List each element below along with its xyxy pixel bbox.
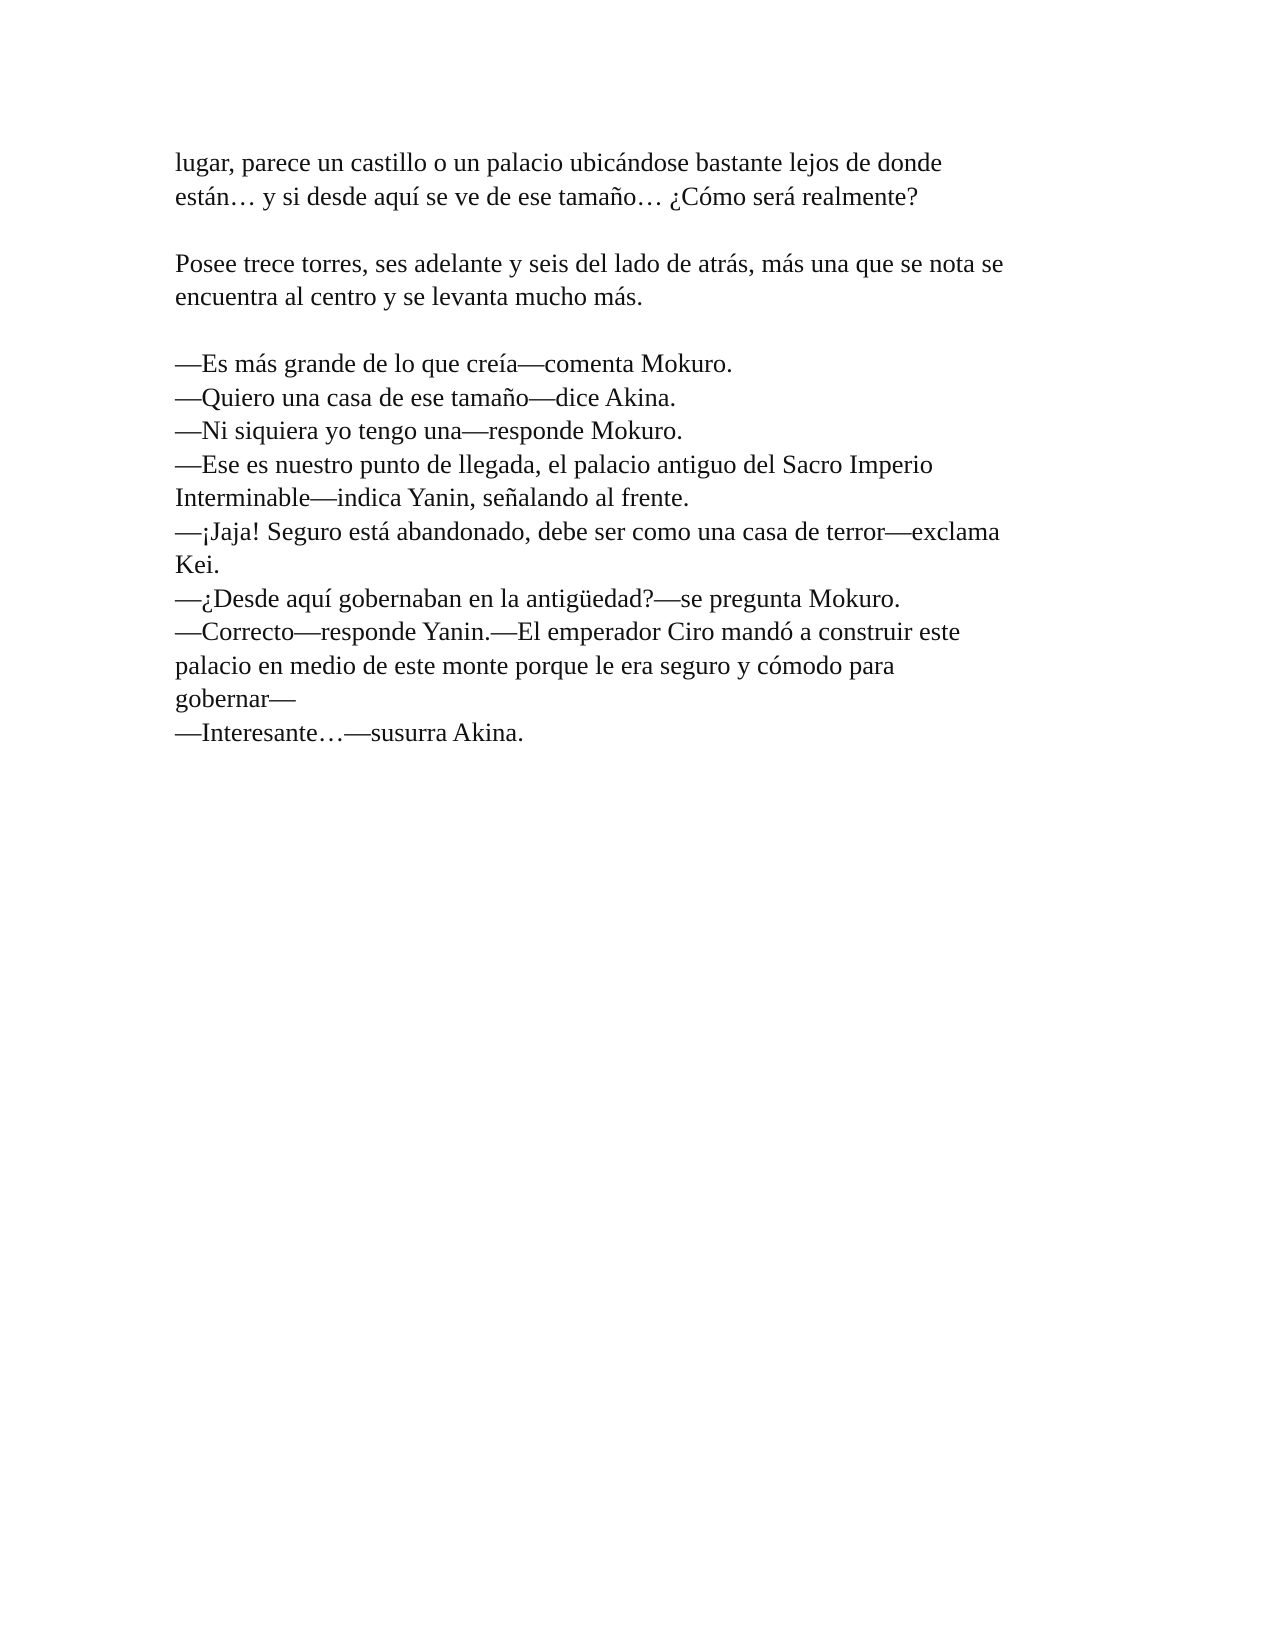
dialogue-line: Interminable—indica Yanin, señalando al frente. bbox=[175, 482, 690, 512]
paragraph-dialogue bbox=[175, 347, 1095, 749]
text-line: lugar, parece un castillo o un palacio ubicándose bastante lejos de donde bbox=[175, 147, 943, 177]
dialogue-line: Kei. bbox=[175, 549, 220, 579]
dialogue-line: —Es más grande de lo que creía—comenta Mokuro. bbox=[175, 348, 733, 378]
dialogue-line: palacio en medio de este monte porque le era seguro y cómodo para bbox=[175, 649, 895, 680]
dialogue-line: —Ese es nuestro punto de llegada, el palacio antiguo del Sacro Imperio bbox=[175, 448, 933, 479]
paragraph-towers bbox=[175, 247, 1095, 314]
text-line: Posee trece torres, ses adelante y seis del lado de atrás, más una que se nota se bbox=[175, 247, 1004, 278]
dialogue-line: —Interesante…—susurra Akina. bbox=[175, 716, 524, 747]
paragraph-spacer bbox=[175, 213, 1095, 247]
dialogue-line: —Quiero una casa de ese tamaño—dice Akina. bbox=[175, 381, 677, 412]
paragraph-spacer bbox=[175, 314, 1095, 348]
dialogue-line: —Correcto—responde Yanin.—El emperador Ciro mandó a construir este bbox=[175, 616, 961, 646]
body-text bbox=[175, 146, 1095, 749]
paragraph-castle-description bbox=[175, 146, 1095, 213]
dialogue-line: —Ni siquiera yo tengo una—responde Mokuro. bbox=[175, 415, 683, 445]
dialogue-line: —¡Jaja! Seguro está abandonado, debe ser como una casa de terror—exclama bbox=[175, 515, 1000, 546]
dialogue-line: —¿Desde aquí gobernaban en la antigüedad?—se pregunta Mokuro. bbox=[175, 582, 901, 613]
dialogue-line: gobernar— bbox=[175, 683, 296, 713]
text-line: están… y si desde aquí se ve de ese tamaño… ¿Cómo será realmente? bbox=[175, 180, 919, 211]
text-line: encuentra al centro y se levanta mucho más. bbox=[175, 281, 643, 311]
